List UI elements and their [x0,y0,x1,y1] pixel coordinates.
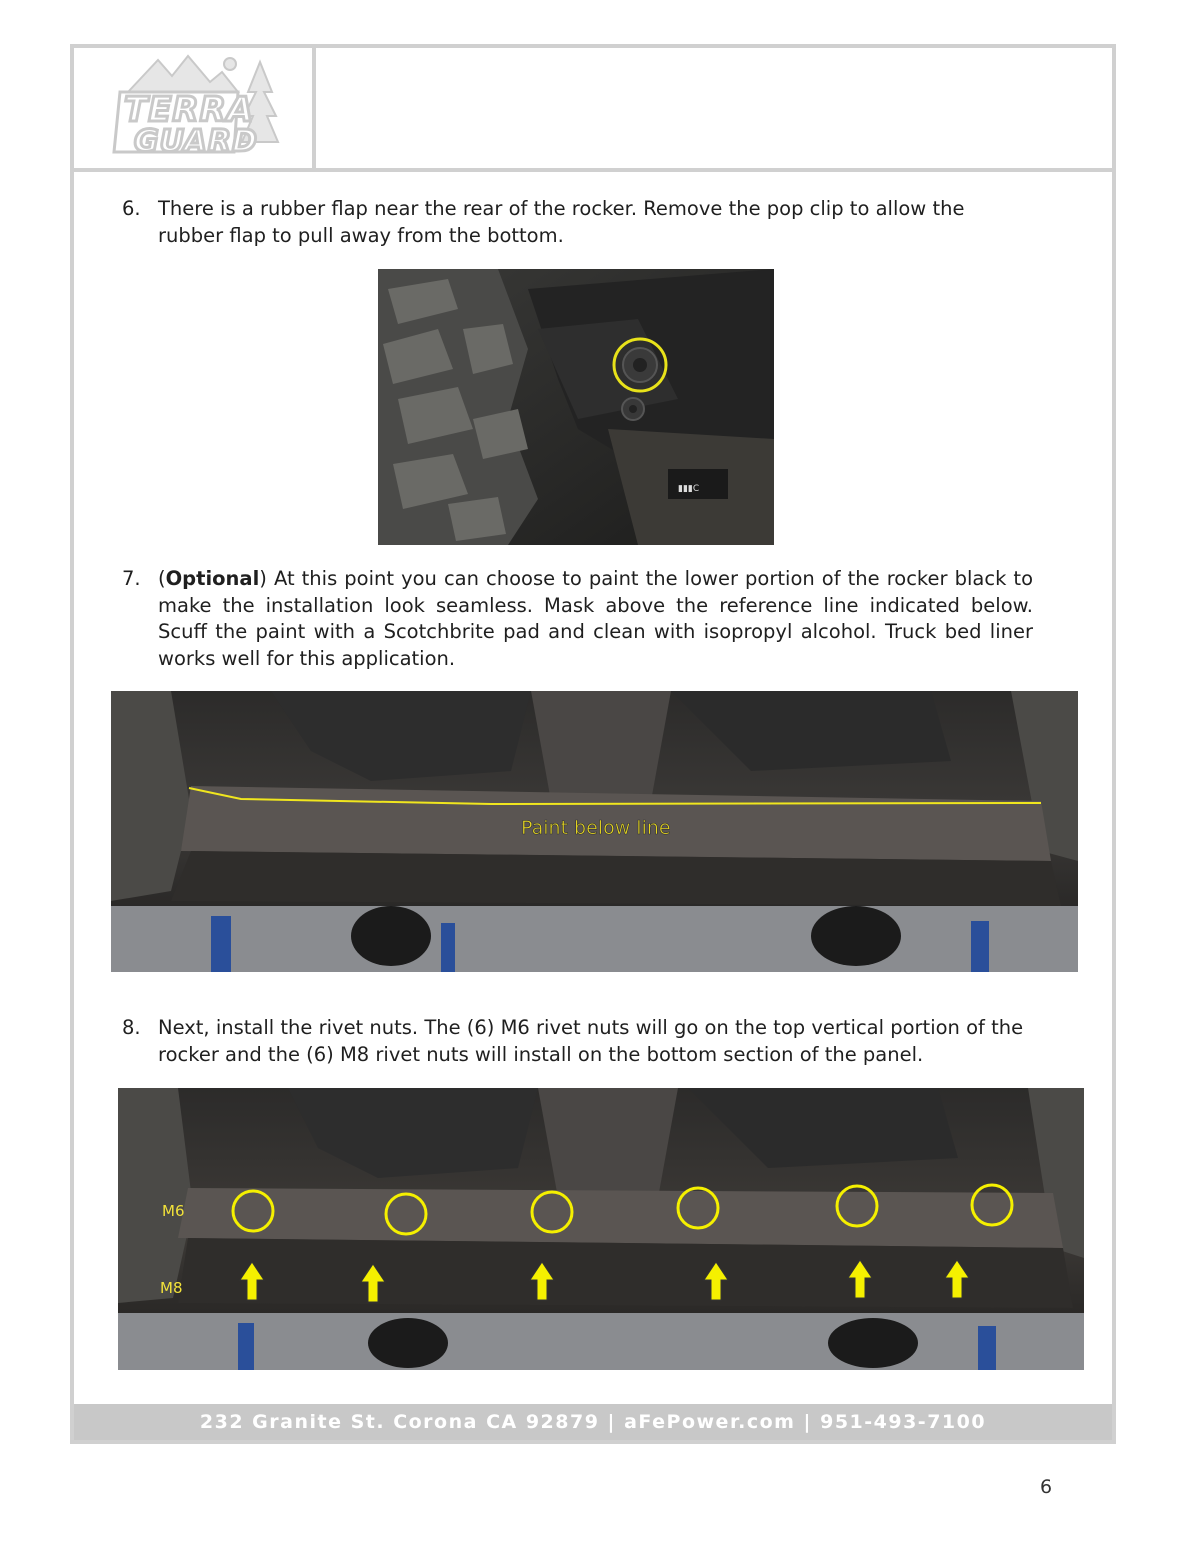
photo-rivet-nuts [118,1088,1084,1370]
page-number: 6 [1040,1476,1053,1498]
terra-guard-logo [110,52,280,164]
optional-label: Optional [165,567,260,590]
step-number: 8. [122,1016,141,1039]
step-number: 6. [122,197,141,220]
logo-line-1: TERRA [124,90,255,130]
logo-line-2: GUARD [134,124,258,159]
paint-annotation: Paint below line [521,817,671,839]
footer-bar [74,1404,1112,1440]
step-number: 7. [122,567,141,590]
step-text-rest: ) At this point you can choose to paint the lower portion of the rocker black to make the installation look seamless. Mask above the reference line indicated below. Scuff the paint with a Scotchbrite pad and clean with isopropyl alcohol. Truck bed liner works well for this application. [158,567,1033,670]
m6-label: M6 [162,1202,185,1220]
svg-text:▮▮▮C: ▮▮▮C [678,484,700,494]
header-divider [312,48,316,170]
photo-pop-clip [378,269,774,545]
footer-contact: 232 Granite St. Corona CA 92879 | aFePower.com | 951-493-7100 [199,1411,987,1433]
m8-label: M8 [160,1279,183,1297]
photo-paint-line [111,691,1078,972]
header-rule [74,168,1112,172]
step-text: There is a rubber flap near the rear of the rocker. Remove the pop clip to allow the rubber flap to pull away from the bottom. [158,197,965,247]
step-text: Next, install the rivet nuts. The (6) M6 rivet nuts will go on the top vertical portion of the rocker and the (6) M8 rivet nuts will install on the bottom section of the panel. [158,1016,1024,1066]
paren-open: ( [158,567,166,590]
step-text [158,566,1033,672]
